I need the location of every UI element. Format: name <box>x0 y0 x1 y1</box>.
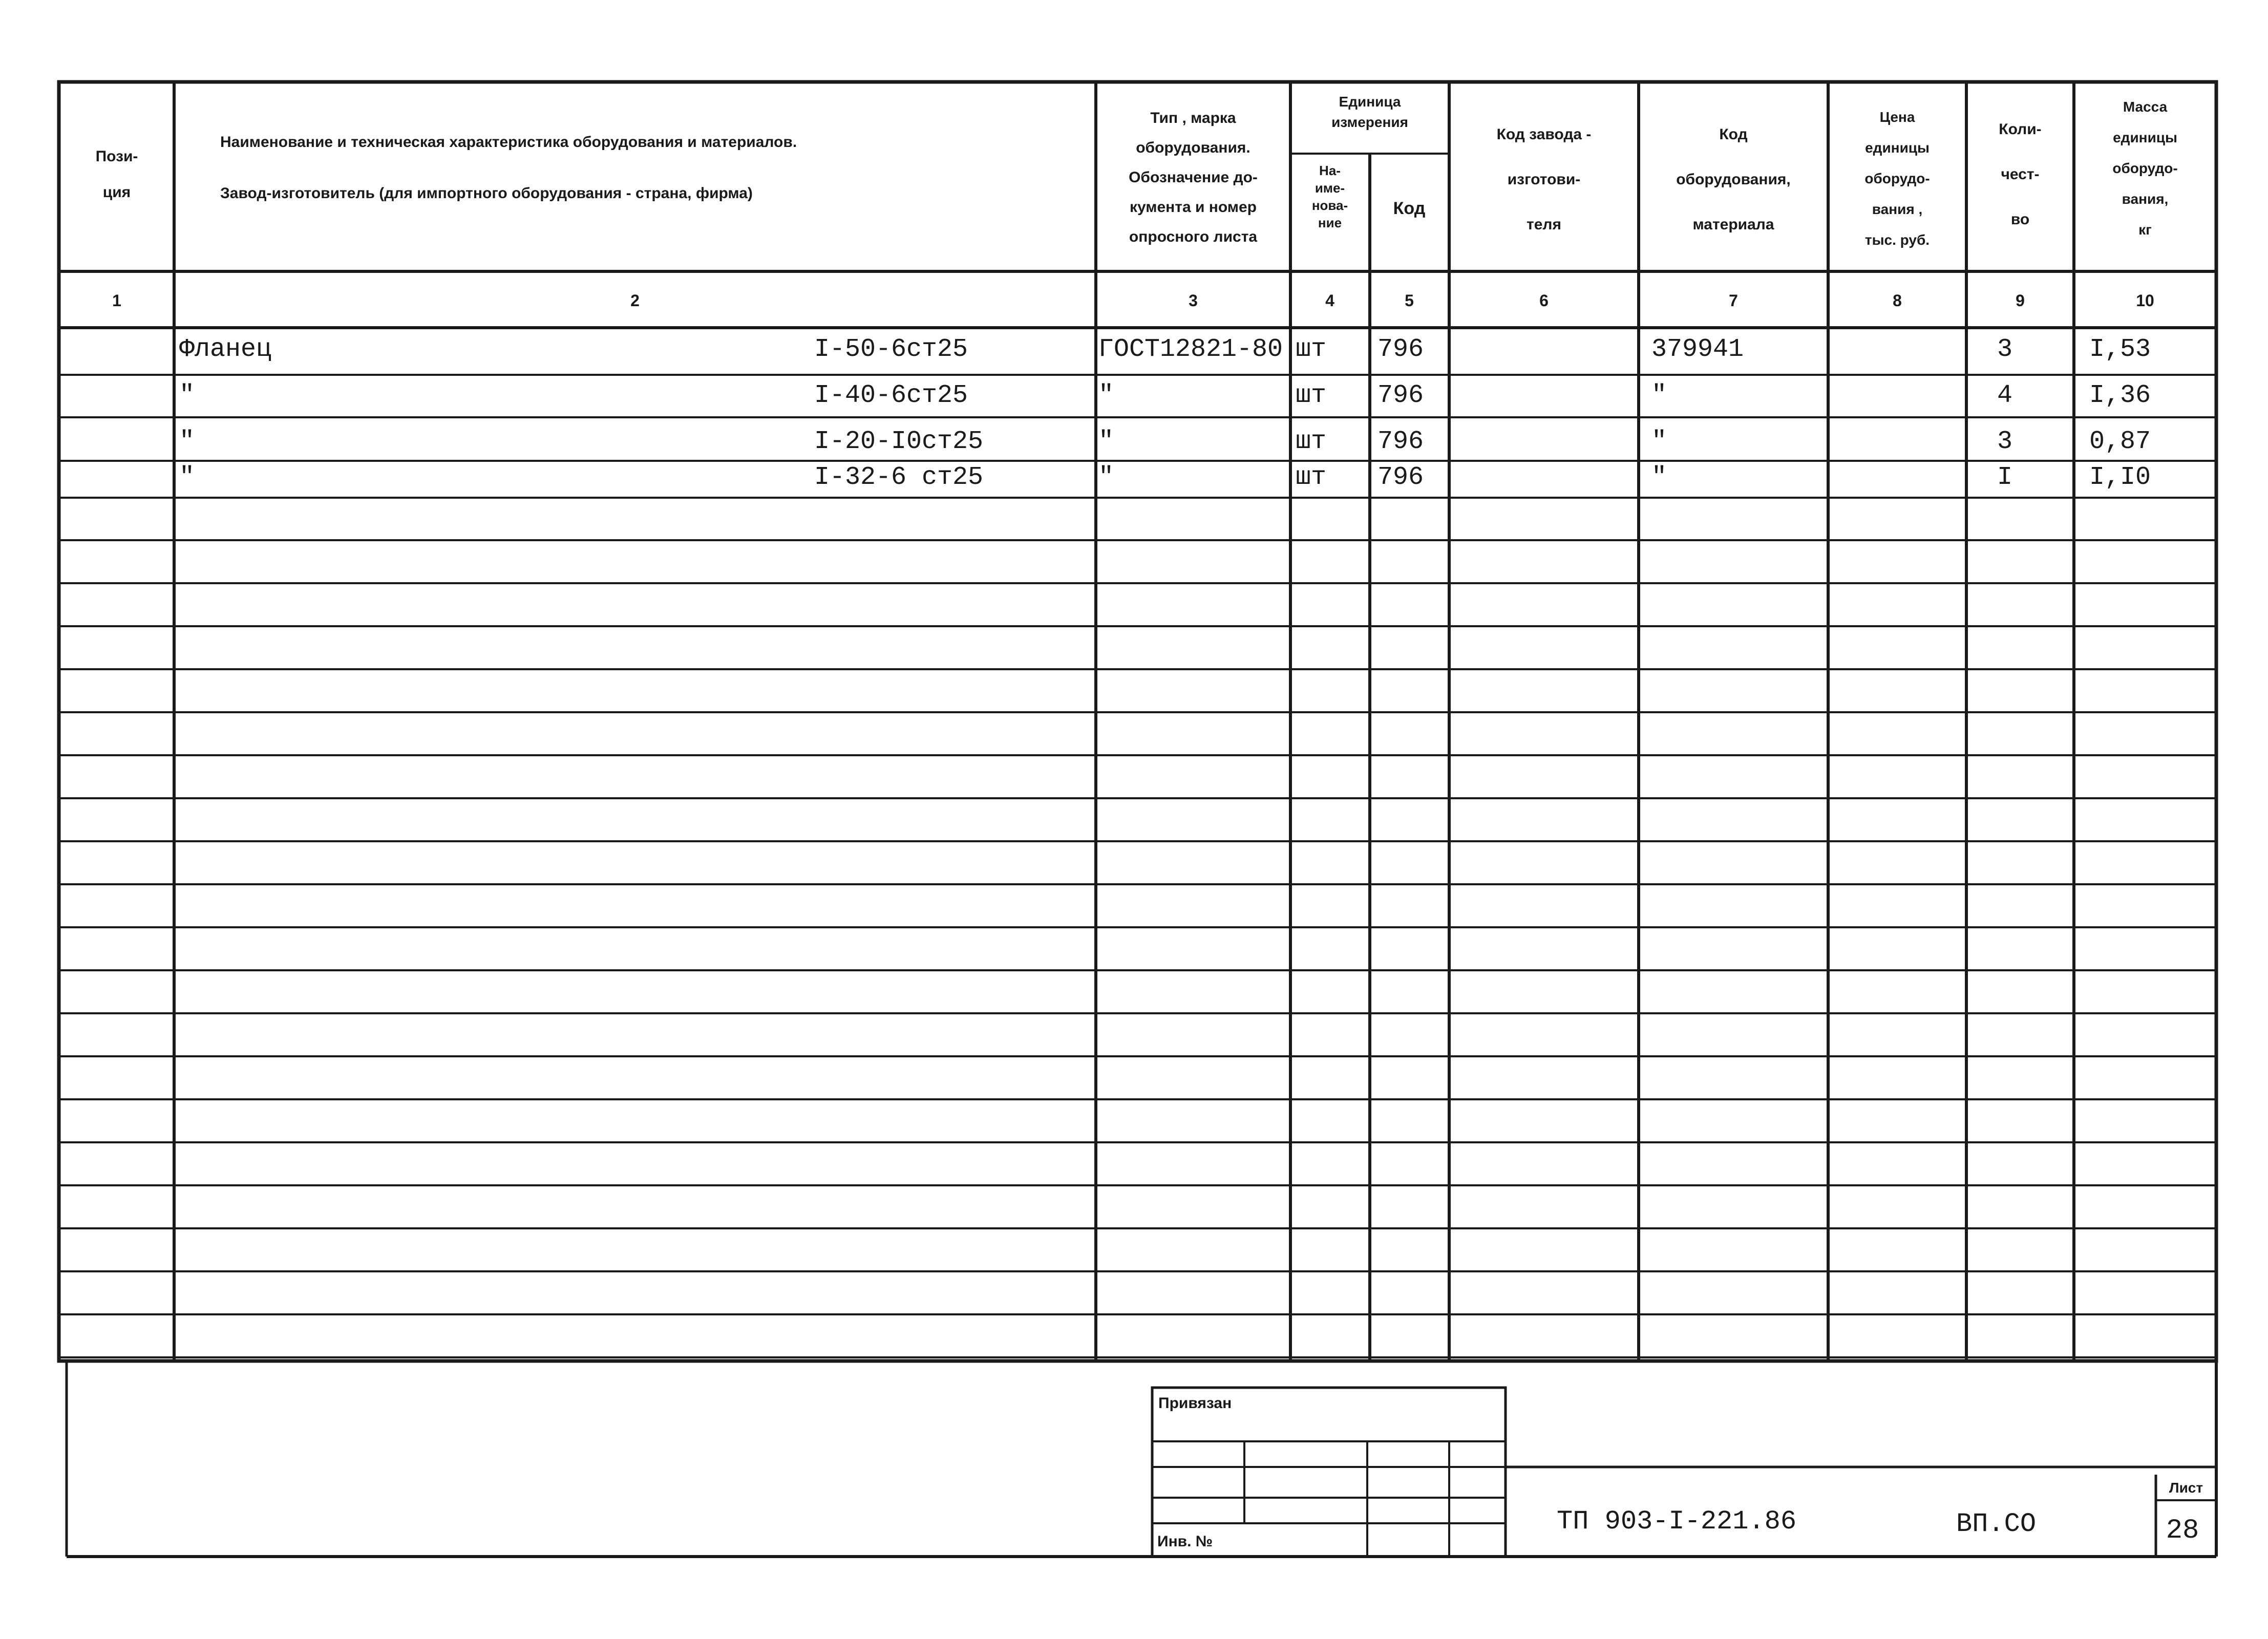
cell-unit-code: 796 <box>1377 427 1424 456</box>
header-line: теля <box>1527 216 1561 233</box>
header-line: ние <box>1318 215 1342 230</box>
column-number: 2 <box>630 291 640 310</box>
table-header <box>96 94 2178 248</box>
document-code: ТП 903-I-221.86 <box>1557 1506 1797 1537</box>
cell-name: Фланец <box>179 335 272 364</box>
header-position <box>96 148 138 201</box>
column-number: 7 <box>1729 291 1738 310</box>
cell-spec: I-32-6 ст25 <box>814 463 984 492</box>
table-body <box>179 335 2151 492</box>
cell-mass: I,53 <box>2089 335 2151 364</box>
column-number: 5 <box>1405 291 1414 310</box>
cell-quantity: 3 <box>1997 427 2013 456</box>
header-line: во <box>2010 211 2030 228</box>
header-line: измерения <box>1331 114 1408 130</box>
cell-document: " <box>1098 381 1114 410</box>
column-number: 1 <box>112 291 121 310</box>
cell-unit: шт <box>1296 381 1327 410</box>
header-unit-code <box>1393 199 1426 218</box>
header-line: Пози- <box>95 148 138 165</box>
bound-label: Привязан <box>1158 1395 1232 1412</box>
cell-unit: шт <box>1296 463 1327 492</box>
sheet-label: Лист <box>2169 1480 2203 1496</box>
header-line: Обозначение до- <box>1129 169 1258 186</box>
cell-equipment-code: " <box>1651 427 1667 456</box>
column-numbers-row <box>112 291 2154 310</box>
header-line: кг <box>2138 222 2152 238</box>
cell-quantity: 4 <box>1997 381 2013 410</box>
cell-spec: I-50-6ст25 <box>814 335 968 364</box>
cell-document: " <box>1098 427 1114 456</box>
header-line: На- <box>1319 163 1341 178</box>
header-line: чест- <box>2001 166 2040 183</box>
table-row <box>179 381 2151 410</box>
header-line: Цена <box>1879 109 1915 125</box>
header-factory-code <box>1497 126 1592 233</box>
header-unit-name <box>1312 163 1348 230</box>
header-line: оборудо- <box>2112 160 2178 176</box>
cell-mass: I,I0 <box>2089 463 2151 492</box>
inventory-number-label: Инв. № <box>1157 1533 1213 1550</box>
column-number: 8 <box>1893 291 1902 310</box>
header-line: Завод-изготовитель (для импортного оборудования - страна, фирма) <box>220 185 753 202</box>
header-line: вания , <box>1872 201 1923 217</box>
header-line: ция <box>102 184 131 201</box>
cell-mass: 0,87 <box>2089 427 2151 456</box>
row-lines <box>59 375 2216 1357</box>
column-number: 9 <box>2016 291 2025 310</box>
header-type-mark <box>1129 110 1258 245</box>
header-unit-price <box>1864 109 1930 248</box>
header-line: единицы <box>2113 130 2177 145</box>
cell-unit-code: 796 <box>1377 463 1424 492</box>
column-number: 3 <box>1189 291 1198 310</box>
header-equipment-code <box>1676 126 1791 233</box>
column-number: 4 <box>1325 291 1334 310</box>
header-line: име- <box>1315 180 1345 196</box>
header-line: Масса <box>2123 99 2168 115</box>
header-line: материала <box>1692 216 1774 233</box>
header-line: оборудо- <box>1864 171 1930 186</box>
cell-name: " <box>179 381 195 410</box>
header-name <box>220 134 797 202</box>
header-line: изготови- <box>1507 171 1581 188</box>
cell-spec: I-20-I0ст25 <box>814 427 984 456</box>
cell-quantity: 3 <box>1997 335 2013 364</box>
header-line: единицы <box>1865 140 1930 156</box>
cell-unit-code: 796 <box>1377 335 1424 364</box>
cell-unit-code: 796 <box>1377 381 1424 410</box>
header-line: Код завода - <box>1496 126 1592 143</box>
cell-equipment-code: 379941 <box>1651 335 1744 364</box>
header-line: Наименование и техническая характеристика оборудования и материалов. <box>220 134 797 151</box>
header-quantity <box>1999 121 2041 228</box>
cell-equipment-code: " <box>1651 463 1667 492</box>
header-line: опросного листа <box>1129 228 1258 245</box>
cell-unit: шт <box>1296 427 1327 456</box>
table-row <box>179 463 2151 492</box>
header-line: Тип , марка <box>1150 110 1236 126</box>
cell-mass: I,36 <box>2089 381 2151 410</box>
header-line: Код <box>1719 126 1748 143</box>
header-line: оборудования, <box>1676 171 1791 188</box>
cell-document: " <box>1098 463 1114 492</box>
header-line: Код <box>1393 199 1426 218</box>
cell-name: " <box>179 463 195 492</box>
table-row <box>179 335 2151 364</box>
cell-document: ГОСТ12821-80 <box>1098 335 1283 364</box>
header-line: кумента и номер <box>1129 199 1257 216</box>
table-row <box>179 427 2151 456</box>
cell-name: " <box>179 427 195 456</box>
header-line: Коли- <box>1999 121 2042 138</box>
header-line: Единица <box>1339 94 1401 110</box>
cell-quantity: I <box>1997 463 2013 492</box>
header-line: тыс. руб. <box>1864 232 1930 248</box>
cell-equipment-code: " <box>1651 381 1667 410</box>
sheet-code: ВП.СО <box>1956 1509 2037 1539</box>
cell-spec: I-40-6ст25 <box>814 381 968 410</box>
column-number: 10 <box>2136 291 2154 310</box>
column-number: 6 <box>1539 291 1549 310</box>
header-line: оборудования. <box>1136 139 1250 156</box>
sheet-number: 28 <box>2166 1515 2199 1546</box>
header-unit-mass <box>2112 99 2177 238</box>
header-unit-group <box>1331 94 1408 130</box>
cell-unit: шт <box>1296 335 1327 364</box>
header-line: нова- <box>1311 198 1348 213</box>
column-lines <box>174 82 2074 1361</box>
header-line: вания, <box>2122 191 2169 207</box>
